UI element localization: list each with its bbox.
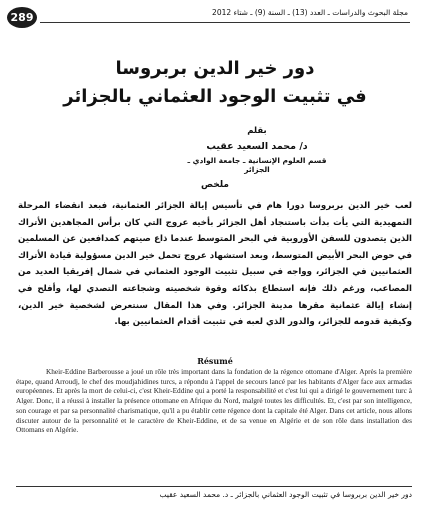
arabic-summary-heading: ملخص: [200, 180, 229, 190]
journal-running-header: مجلة البحوث والدراسات ـ العدد (13) ـ السنة (9) ـ شتاء 2012: [212, 8, 408, 17]
article-title-line-2: في تثبيت الوجود العثماني بالجزائر: [63, 86, 367, 107]
header-divider: [40, 22, 410, 23]
footer-divider: [16, 486, 412, 487]
author-name: د/ محمد السعيد عقيب: [206, 141, 308, 152]
french-resume-heading: Résumé: [197, 356, 233, 366]
author-affiliation: قسم العلوم الإنسانية ـ جامعة الوادي ـ الجزائر: [187, 156, 327, 174]
by-label: بقلم: [247, 126, 267, 136]
french-resume-text: Kheir-Eddine Barberousse a joué un rôle très important dans la fondation de la régence ottomane d'Alger. Après la première étape, quand Arroudj, le chef des moudjahidines turcs, a répondu à l'appel de secours lancé par les habitants d'Alger face aux armadas européennes. Et après la mort de celui-ci, c'est Kheir-Eddine qui a porté la responsabilité et c'est lui qui a dirigé le gouvernement turc à Alger. Donc, il a réussi à installer la présence ottomane en Afrique du Nord, malgré toutes les difficultés. Et, c'est par son intelligence, son courage et par sa personnalité charismatique, qu'il a pu établir cette régence dont la capitale été Alger. Dans cet article, nous allons discuter autour de la personnalité et le caractère de Kheir-Eddine, et de sa venue en Algérie et de son rôle dans installation des Ottomans en Algérie.: [16, 367, 412, 435]
article-title-line-1: دور خير الدين بربروسا: [115, 58, 315, 79]
running-footer: دور خير الدين بربروسا في تثبيت الوجود العثماني بالجزائر ـ د. محمد السعيد عقيب: [159, 490, 412, 499]
arabic-summary-text: لعب خير الدين بربروسا دورا هام في تأسيس إيالة الجزائر العثمانية، فبعد انقضاء المرحلة التمهيدية التي يأت بدأت باستنجاد أهل الجزائر بأخيه عروج التي كان برأس المجاهدين الأتراك الذين يتصدون للسفن الأوروبية في البحر المتوسط عندما ذاع صيتهم كمدافعين عن المسلمين في حوض البحر الأبيض المتوسط، وبعد استشهاد عروج تحمل خير الدين مسؤولية قيادة الأتراك العثمانيين في الجزائر، وواجه في سبيل تثبيت الوجود العثماني في شمال إفريقيا العديد من المصاعب، ورغم ذلك فإنه استطاع بذكائه وقوة شخصيته وشجاعته التصدي لها، وأفلح في إنشاء إيالة عثمانية مقرها مدينة الجزائر. وفي هذا المقال سنتعرض لشخصية خير الدين، وكيفية قدومه للجزائر، والدور الذي لعبه في تثبيت أقدام العثمانيين بها.: [18, 201, 412, 328]
page-number-badge: 289: [7, 7, 37, 28]
